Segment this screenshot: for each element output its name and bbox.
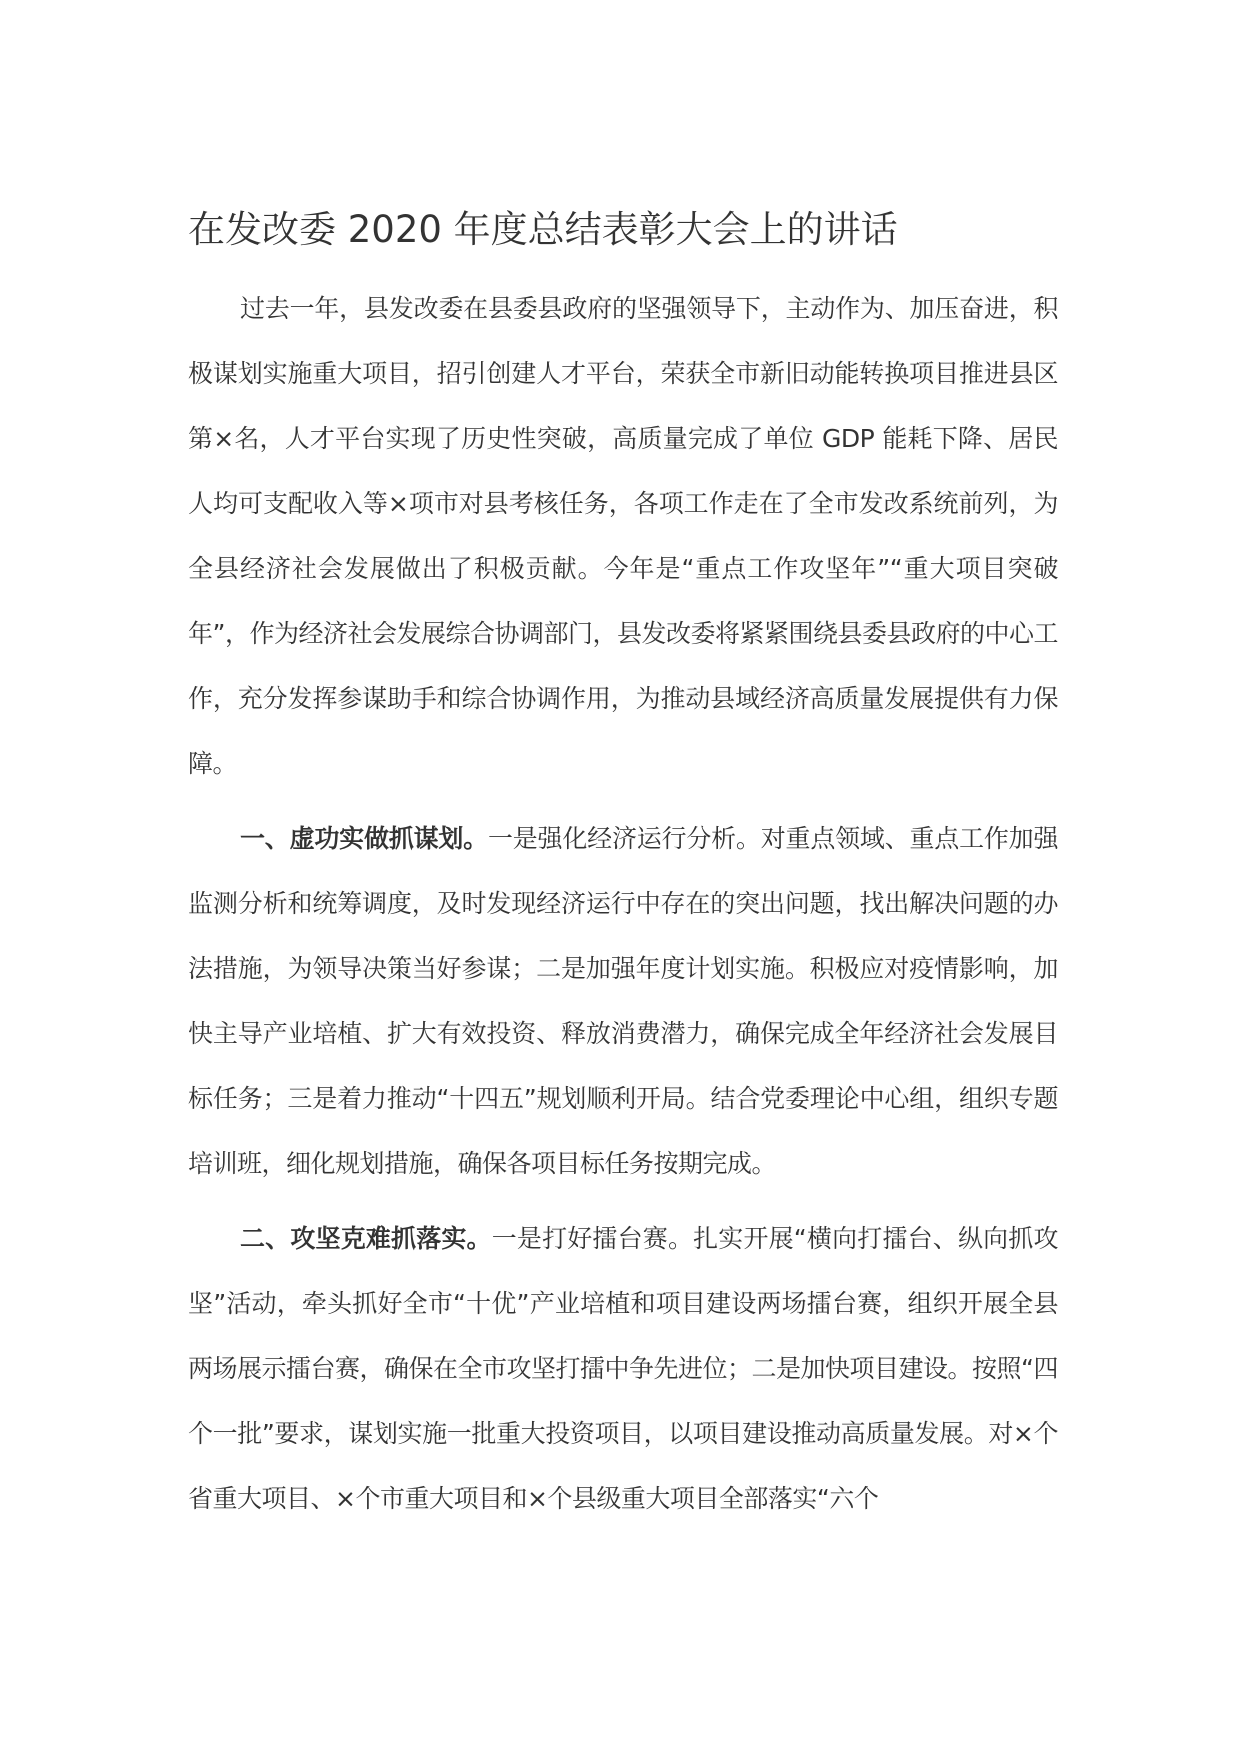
section-heading-2: 二、攻坚克难抓落实。 <box>240 1224 492 1253</box>
section-paragraph-2 <box>188 1206 1058 1531</box>
document-title: 在发改委 2020 年度总结表彰大会上的讲话 <box>188 208 898 251</box>
document-page <box>188 198 1058 1541</box>
section-heading-1: 一、虚功实做抓谋划。 <box>240 824 488 853</box>
section-paragraph-1 <box>188 806 1058 1196</box>
section-body-2: 一是打好擂台赛。扎实开展“横向打擂台、纵向抓攻坚”活动，牵头抓好全市“十优”产业培植和项目建设两场擂台赛，组织开展全县两场展示擂台赛，确保在全市攻坚打擂中争先进位；二是加快项目建设。按照“四个一批”要求，谋划实施一批重大投资项目，以项目建设推动高质量发展。对×个省重大项目、×个市重大项目和×个县级重大项目全部落实“六个 <box>188 1224 1058 1513</box>
intro-paragraph: 过去一年，县发改委在县委县政府的坚强领导下，主动作为、加压奋进，积极谋划实施重大项目，招引创建人才平台，荣获全市新旧动能转换项目推进县区第×名，人才平台实现了历史性突破，高质量完成了单位 GDP 能耗下降、居民人均可支配收入等×项市对县考核任务，各项工作走在了全市发改系统前列，为全县经济社会发展做出了积极贡献。今年是“重点工作攻坚年”“重大项目突破年”，作为经济社会发展综合协调部门，县发改委将紧紧围绕县委县政府的中心工作，充分发挥参谋助手和综合协调作用，为推动县域经济高质量发展提供有力保障。 <box>188 294 1058 778</box>
section-body-1: 一是强化经济运行分析。对重点领域、重点工作加强监测分析和统筹调度，及时发现经济运行中存在的突出问题，找出解决问题的办法措施，为领导决策当好参谋；二是加强年度计划实施。积极应对疫情影响，加快主导产业培植、扩大有效投资、释放消费潜力，确保完成全年经济社会发展目标任务；三是着力推动“十四五”规划顺利开局。结合党委理论中心组，组织专题培训班，细化规划措施，确保各项目标任务按期完成。 <box>188 824 1058 1178</box>
